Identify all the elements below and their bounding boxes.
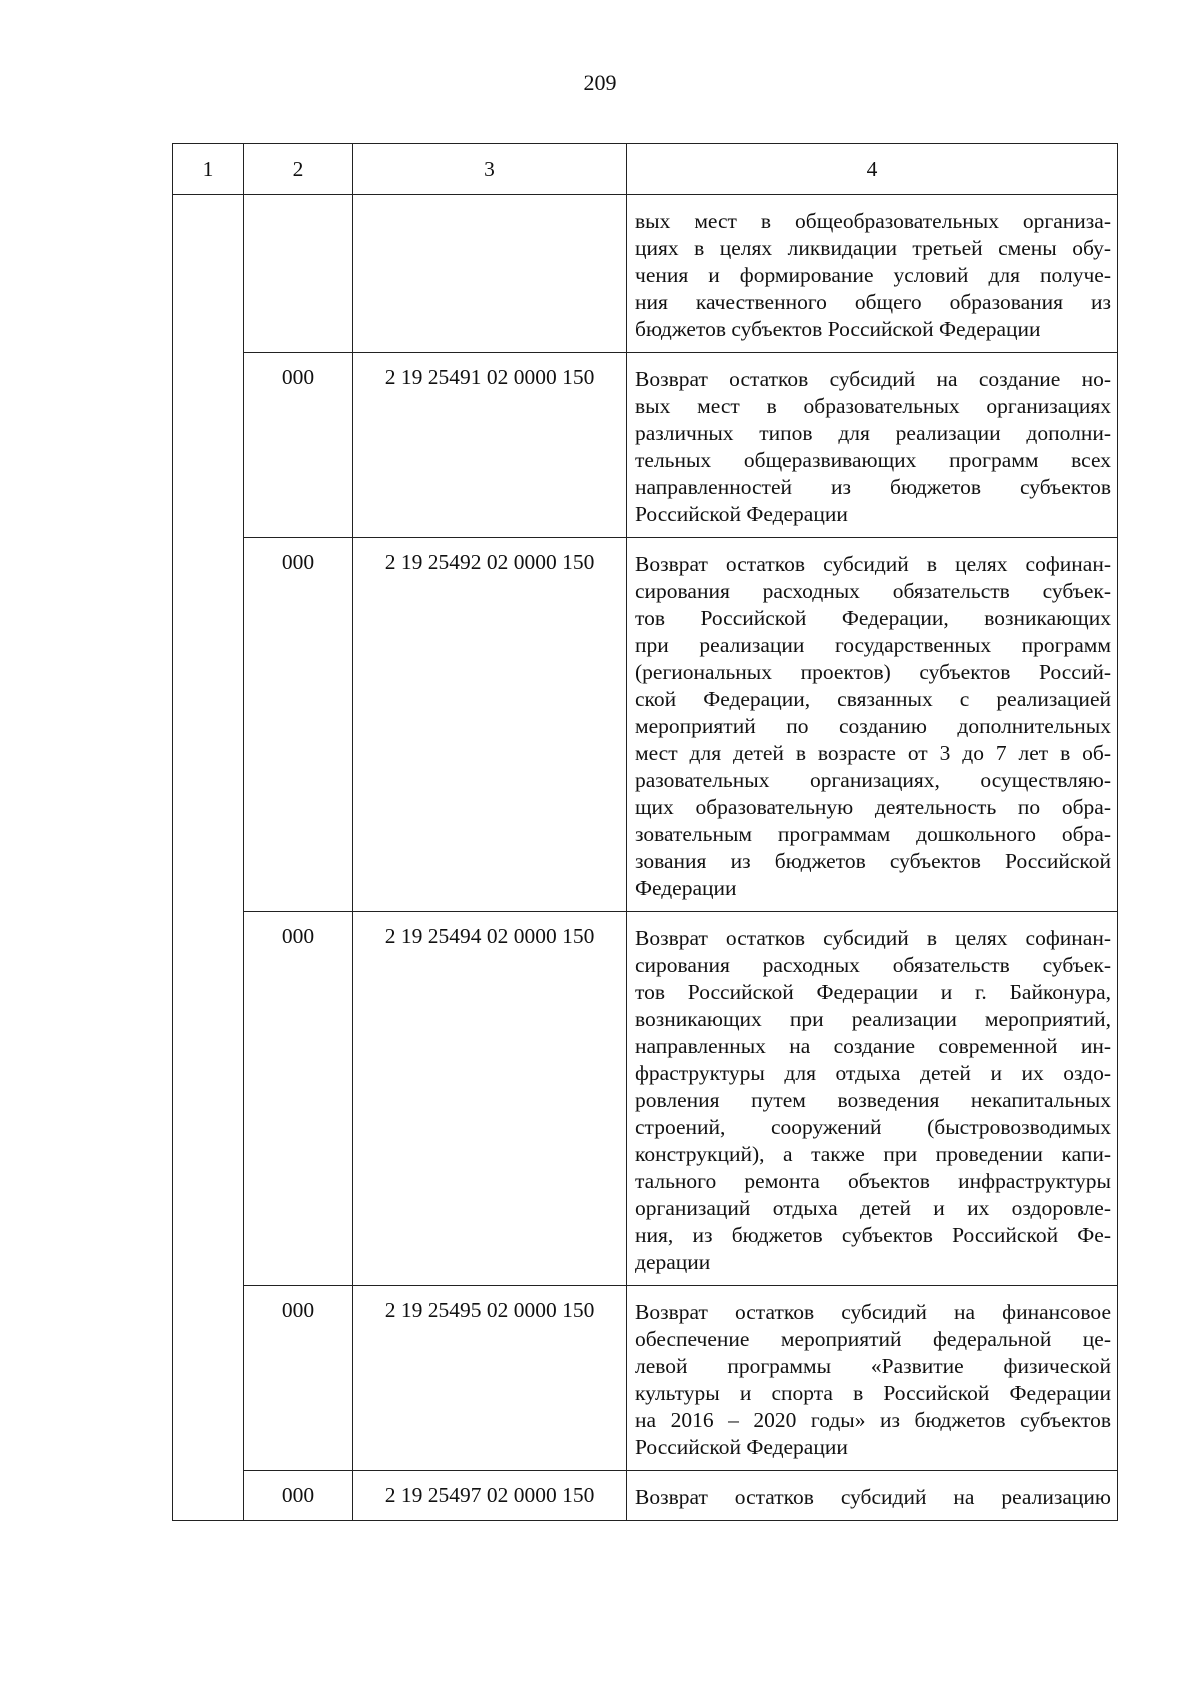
admin-code-cell: 000 — [244, 353, 353, 538]
description-line: чения и формирование условий для получе- — [635, 263, 1111, 287]
table-row — [173, 353, 1118, 538]
admin-code-cell: 000 — [244, 1471, 353, 1521]
header-col-2: 2 — [244, 144, 353, 195]
description-line: разовательных организациях, осуществляю- — [635, 768, 1111, 792]
description-line: зовательным программам дошкольного обра- — [635, 822, 1111, 846]
budget-code-cell: 2 19 25497 02 0000 150 — [353, 1471, 627, 1521]
admin-code-cell: 000 — [244, 538, 353, 912]
description-line: направленностей из бюджетов субъектов — [635, 475, 1111, 499]
description-line: бюджетов субъектов Российской Федерации — [635, 317, 1041, 341]
description-line: Возврат остатков субсидий на создание но- — [635, 367, 1111, 391]
description-line: ния, из бюджетов субъектов Российской Фе- — [635, 1223, 1111, 1247]
header-col-1: 1 — [173, 144, 244, 195]
description-line: щих образовательную деятельность по обра- — [635, 795, 1111, 819]
description-line: циях в целях ликвидации третьей смены обу- — [635, 236, 1111, 260]
description-line: зования из бюджетов субъектов Российской — [635, 849, 1111, 873]
description-cell — [627, 1471, 1118, 1521]
description-line: строений, сооружений (быстровозводимых — [635, 1115, 1111, 1139]
description-line: ровления путем возведения некапитальных — [635, 1088, 1111, 1112]
column-1-cell — [173, 195, 244, 1521]
budget-code-cell: 2 19 25491 02 0000 150 — [353, 353, 627, 538]
description-line: Возврат остатков субсидий на реализацию — [635, 1485, 1111, 1509]
description-line: Возврат остатков субсидий на финансовое — [635, 1300, 1111, 1324]
table-row — [173, 195, 1118, 353]
description-line: (региональных проектов) субъектов Россий- — [635, 660, 1111, 684]
table-row — [173, 1286, 1118, 1471]
description-cell — [627, 353, 1118, 538]
budget-code-cell: 2 19 25492 02 0000 150 — [353, 538, 627, 912]
description-line: организаций отдыха детей и их оздоровле- — [635, 1196, 1111, 1220]
description-line: вых мест в общеобразовательных организа- — [635, 209, 1111, 233]
description-cell — [627, 538, 1118, 912]
description-line: вых мест в образовательных организациях — [635, 394, 1111, 418]
table-body — [173, 195, 1118, 1521]
budget-code-cell: 2 19 25494 02 0000 150 — [353, 912, 627, 1286]
description-line: ния качественного общего образования из — [635, 290, 1111, 314]
header-col-4: 4 — [627, 144, 1118, 195]
description-line: тов Российской Федерации и г. Байконура, — [635, 980, 1111, 1004]
description-line: мест для детей в возрасте от 3 до 7 лет в об- — [635, 741, 1111, 765]
description-line: левой программы «Развитие физической — [635, 1354, 1111, 1378]
table-row — [173, 538, 1118, 912]
description-line: сирования расходных обязательств субъек- — [635, 953, 1111, 977]
description-line: Возврат остатков субсидий в целях софинан- — [635, 552, 1111, 576]
description-line: Федерации — [635, 876, 737, 900]
description-line: направленных на создание современной ин- — [635, 1034, 1111, 1058]
page-number: 209 — [583, 70, 617, 95]
description-cell — [627, 1286, 1118, 1471]
description-cell — [627, 195, 1118, 353]
description-line: ской Федерации, связанных с реализацией — [635, 687, 1111, 711]
description-line: сирования расходных обязательств субъек- — [635, 579, 1111, 603]
budget-code-cell: 2 19 25495 02 0000 150 — [353, 1286, 627, 1471]
header-col-3: 3 — [353, 144, 627, 195]
admin-code-cell — [244, 195, 353, 353]
description-line: на 2016 – 2020 годы» из бюджетов субъектов — [635, 1408, 1111, 1432]
description-line: при реализации государственных программ — [635, 633, 1111, 657]
description-line: обеспечение мероприятий федеральной це- — [635, 1327, 1111, 1351]
table-row — [173, 1471, 1118, 1521]
description-line: культуры и спорта в Российской Федерации — [635, 1381, 1111, 1405]
budget-codes-table — [172, 143, 1118, 1521]
admin-code-cell: 000 — [244, 1286, 353, 1471]
table-header-row — [173, 144, 1118, 195]
description-line: возникающих при реализации мероприятий, — [635, 1007, 1111, 1031]
description-line: мероприятий по созданию дополнительных — [635, 714, 1111, 738]
budget-code-cell — [353, 195, 627, 353]
description-line: Российской Федерации — [635, 1435, 848, 1459]
description-line: тального ремонта объектов инфраструктуры — [635, 1169, 1111, 1193]
description-line: дерации — [635, 1250, 711, 1274]
description-line: Российской Федерации — [635, 502, 848, 526]
description-line: Возврат остатков субсидий в целях софинан- — [635, 926, 1111, 950]
description-line: тельных общеразвивающих программ всех — [635, 448, 1111, 472]
admin-code-cell: 000 — [244, 912, 353, 1286]
description-line: фраструктуры для отдыха детей и их оздо- — [635, 1061, 1111, 1085]
table-row — [173, 912, 1118, 1286]
description-cell — [627, 912, 1118, 1286]
description-line: тов Российской Федерации, возникающих — [635, 606, 1111, 630]
description-line: конструкций), а также при проведении капи- — [635, 1142, 1111, 1166]
description-line: различных типов для реализации дополни- — [635, 421, 1111, 445]
